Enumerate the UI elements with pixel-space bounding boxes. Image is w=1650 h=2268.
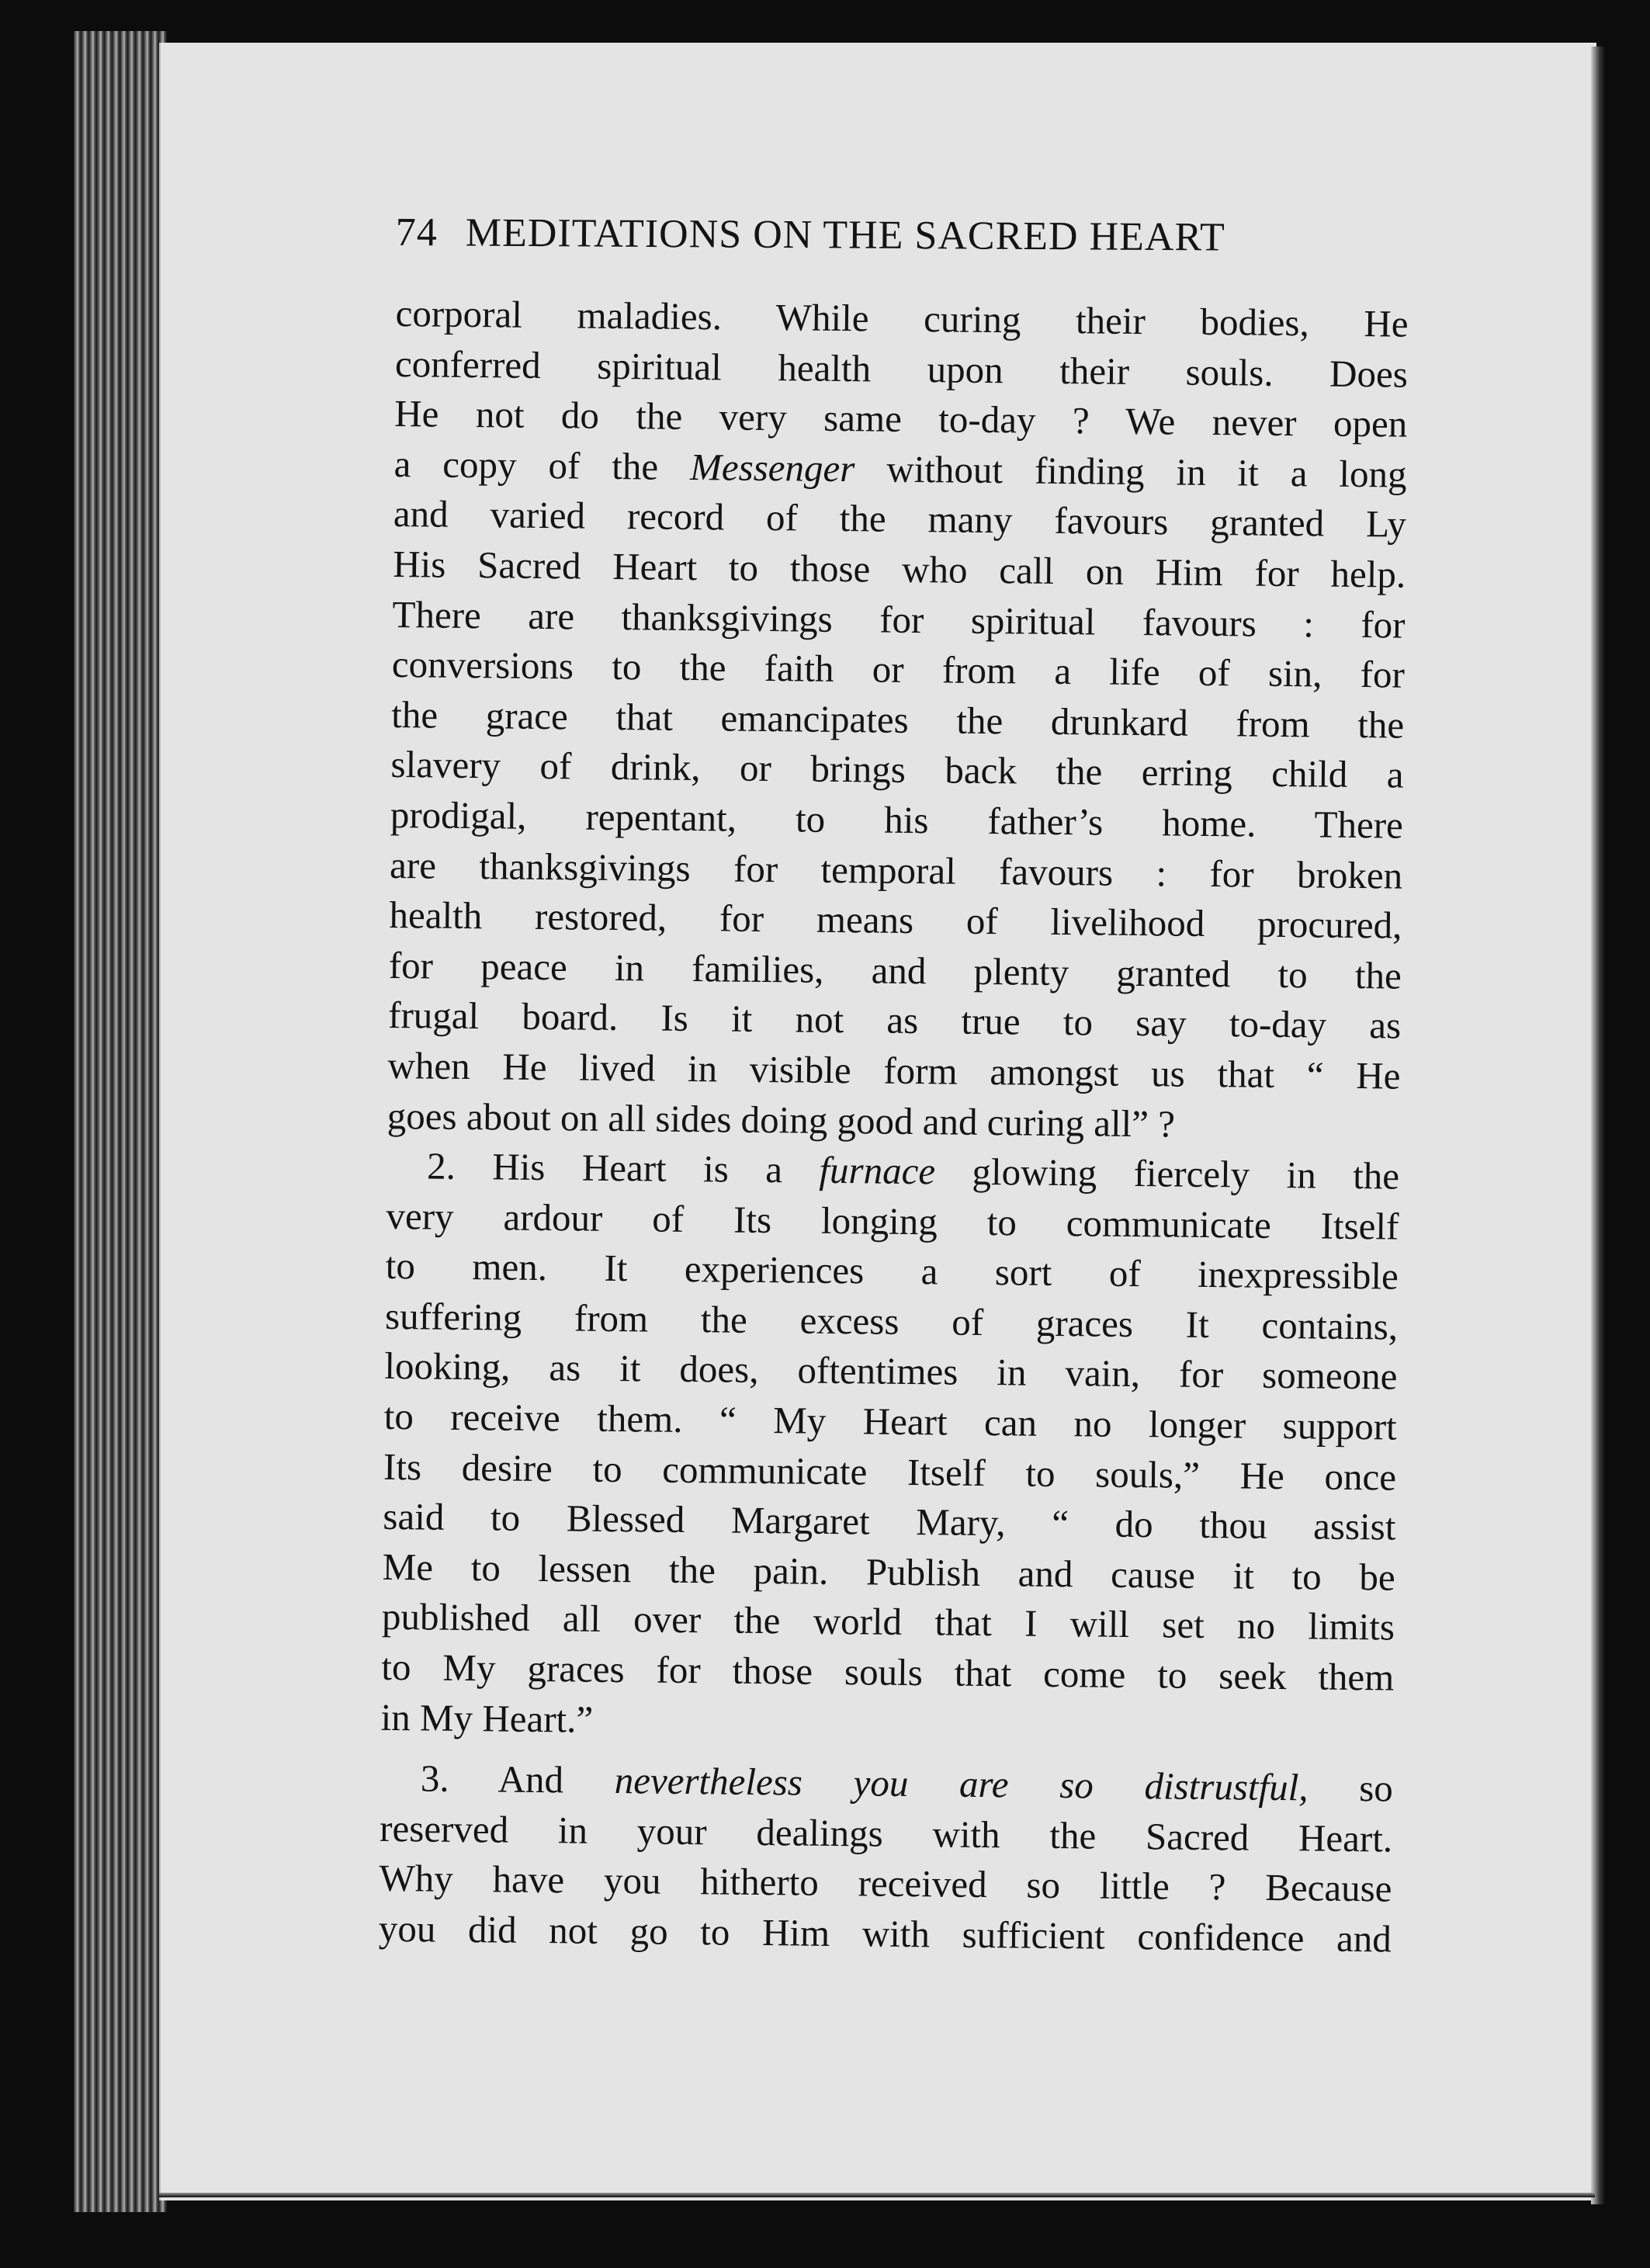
text-line: Its desire to communicate Itself to souls,” He once — [383, 1444, 1397, 1499]
text-fragment: without finding in it a long — [886, 447, 1407, 496]
text-line: suffering from the excess of graces It contains, — [384, 1294, 1399, 1348]
text-line: His Sacred Heart to those who call on Him for help. — [393, 542, 1406, 596]
italic-furnace: furnace — [819, 1148, 936, 1193]
italic-title-messenger: Messenger — [689, 445, 855, 490]
text-line: health restored, for means of livelihood procured, — [389, 893, 1402, 947]
text-line: and varied record of the many favours granted Ly — [393, 492, 1407, 546]
text-line: He not do the very same to-day ? We never open — [394, 392, 1408, 446]
page-right-edge — [1591, 47, 1605, 2204]
text-line: Why have you hitherto received so little ? Because — [379, 1857, 1392, 1910]
text-line: you did not go to Him with sufficient confidence and — [378, 1906, 1392, 1961]
text-line: said to Blessed Margaret Mary, “ do thou assist — [383, 1495, 1396, 1548]
text-line: are thanksgivings for temporal favours : for broken — [389, 843, 1403, 897]
text-line: to receive them. “ My Heart can no longer support — [383, 1394, 1398, 1448]
text-line: to men. It experiences a sort of inexpressible — [385, 1244, 1399, 1298]
page-bottom-edge — [159, 2193, 1595, 2197]
text-line: conferred spiritual health upon their souls. Does — [394, 342, 1409, 396]
text-fragment: a copy of the — [393, 442, 659, 488]
text-line: There are thanksgivings for spiritual favours : for — [392, 592, 1406, 647]
text-fragment: so — [1358, 1767, 1394, 1810]
italic-distrustful-phrase: nevertheless you are so distrustful, — [614, 1759, 1309, 1809]
running-head-title: MEDITATIONS ON THE SACRED HEART — [465, 210, 1225, 260]
text-fragment: 2. His Heart is a — [426, 1144, 783, 1191]
text-line: looking, as it does, oftentimes in vain, for someone — [384, 1344, 1398, 1399]
body-text — [379, 289, 1409, 1965]
text-line: when He lived in visible form amongst us that “ He — [387, 1043, 1401, 1098]
text-line: in My Heart.” — [380, 1695, 594, 1741]
text-line: for peace in families, and plenty granted to the — [388, 943, 1402, 997]
text-line: the grace that emancipates the drunkard from the — [390, 692, 1405, 747]
text-line: slavery of drink, or brings back the erring child a — [390, 743, 1404, 796]
text-line: reserved in your dealings with the Sacred Heart. — [379, 1806, 1393, 1861]
text-line: published all over the world that I will set no limits — [381, 1595, 1395, 1649]
text-fragment: 3. And — [420, 1756, 564, 1802]
text-line: prodigal, repentant, to his father’s home. There — [390, 792, 1404, 847]
text-line: conversions to the faith or from a life of sin, for — [391, 643, 1406, 696]
text-line: frugal board. Is it not as true to say to-day as — [387, 994, 1402, 1047]
text-fragment: glowing fiercely in the — [972, 1150, 1400, 1198]
text-line: to My graces for those souls that come to seek them — [381, 1645, 1395, 1699]
text-line: Me to lessen the pain. Publish and cause it to be — [382, 1545, 1395, 1599]
text-line: corporal maladies. While curing their bodies, He — [395, 291, 1409, 345]
page-number: 74 — [395, 210, 438, 255]
text-line: very ardour of Its longing to communicate Itself — [386, 1194, 1399, 1248]
book-spine-edge — [74, 31, 167, 2212]
text-line: goes about on all sides doing good and curing all” ? — [387, 1094, 1176, 1146]
running-header — [396, 210, 1343, 261]
